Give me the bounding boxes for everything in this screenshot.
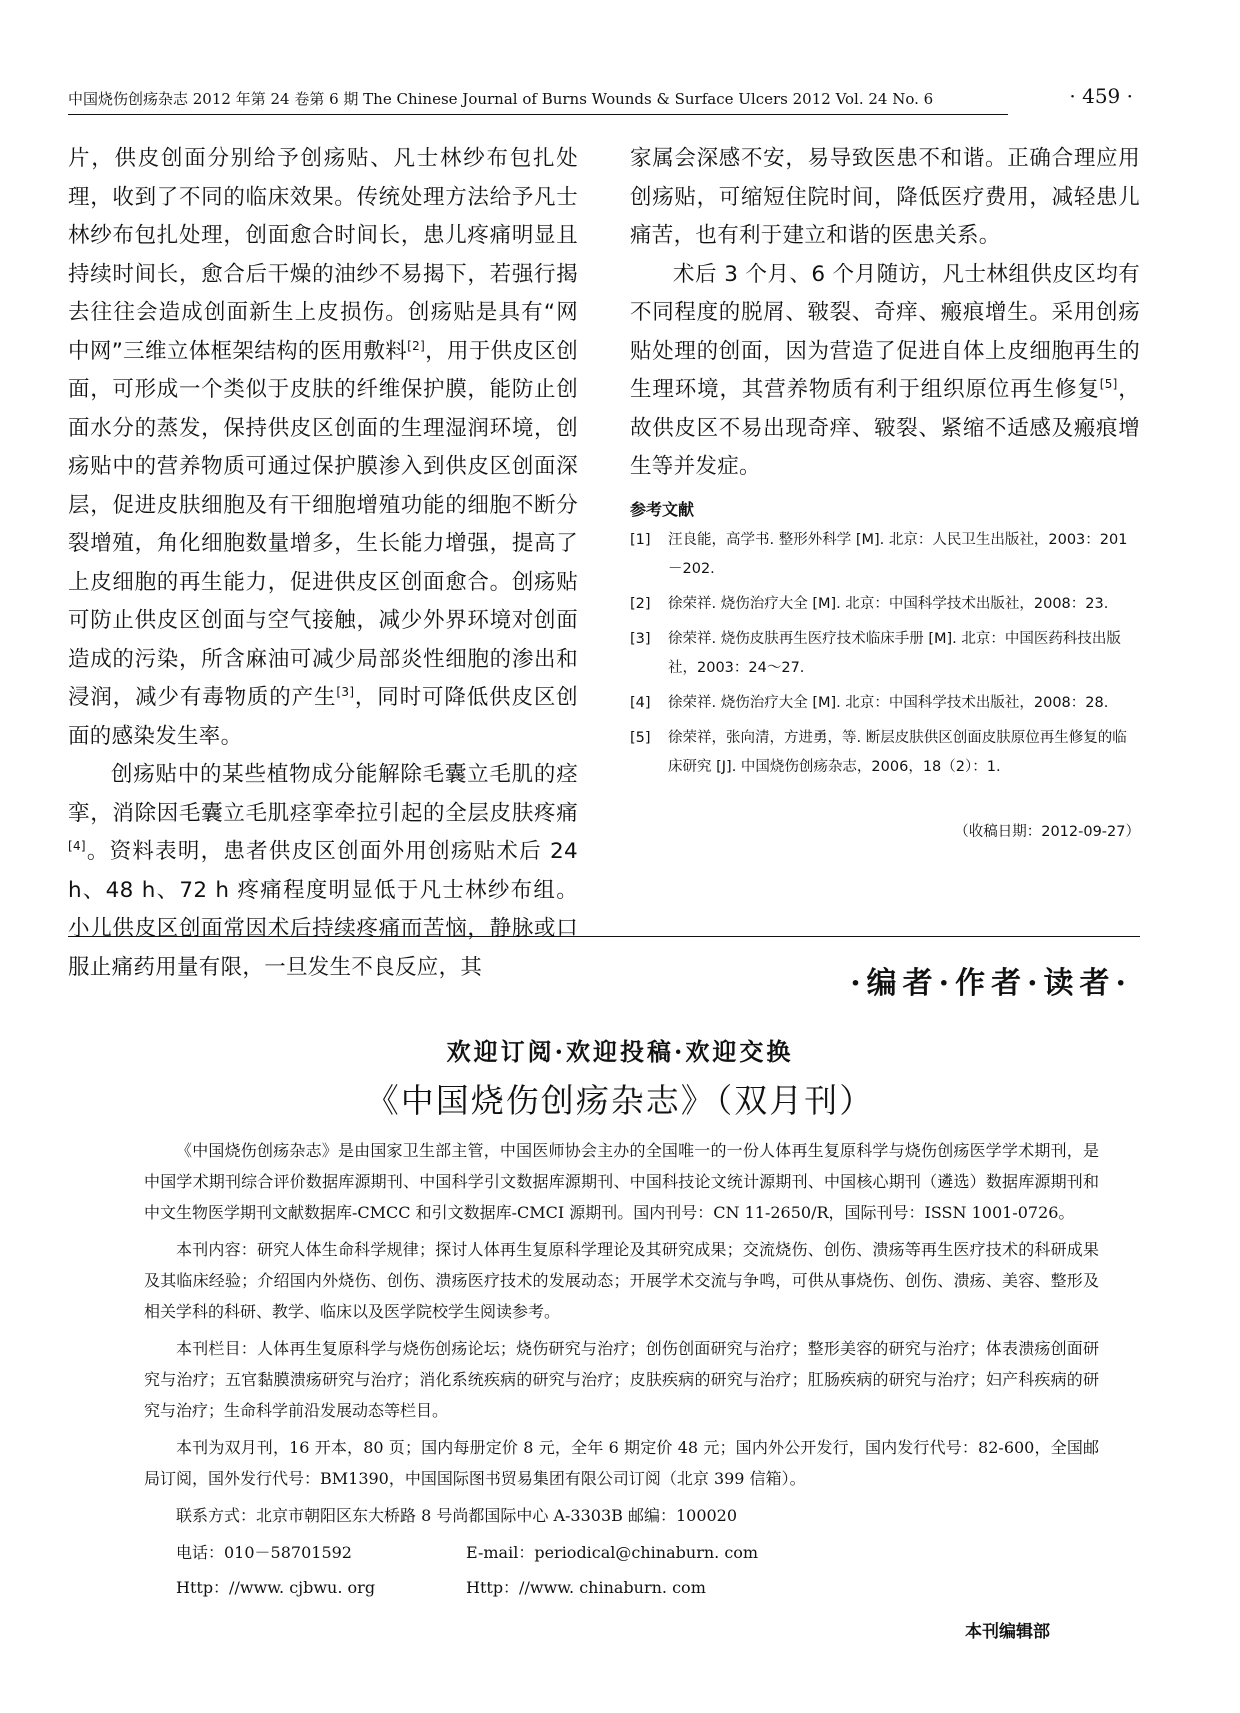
reference-item <box>630 526 1140 584</box>
reference-list <box>630 526 1140 782</box>
text-run: ，同时可降低供皮区创面的感染发生率。 <box>68 685 578 749</box>
reference-number: [4] <box>630 694 651 711</box>
reference-text: 徐荣祥. 烧伤皮肤再生医疗技术临床手册 [M]. 北京：中国医药科技出版社，2003：24～27. <box>668 630 1121 676</box>
contact-row-web <box>176 1572 1099 1603</box>
text-run: 创疡贴中的某些植物成分能解除毛囊立毛肌的痉挛，消除因毛囊立毛肌痉挛牵拉引起的全层皮肤疼痛 <box>68 762 578 826</box>
reference-number: [5] <box>630 729 651 746</box>
welcome-banner: 欢迎订阅·欢迎投稿·欢迎交换 <box>446 1037 794 1066</box>
contact-row-phone-email <box>176 1537 1099 1568</box>
right-paragraph-2 <box>630 256 1140 487</box>
contact-website-2[interactable]: Http：//www. chinaburn. com <box>466 1578 706 1597</box>
header-rule <box>68 114 1008 115</box>
running-title: 中国烧伤创疡杂志 2012 年第 24 卷第 6 期 The Chinese Journal of Burns Wounds & Surface Ulcers 2012 Vol. 24 No. 6 <box>68 90 934 108</box>
text-run: 片，供皮创面分别给予创疡贴、凡士林纱布包扎处理，收到了不同的临床效果。传统处理方法给予凡士林纱布包扎处理，创面愈合时间长，患儿疼痛明显且持续时间长，愈合后干燥的油纱不易揭下，若强行揭去往往会造成创面新生上皮损伤。创疡贴是具有“网中网”三维立体框架结构的医用敷料 <box>68 146 578 364</box>
right-paragraph-1: 家属会深感不安，易导致医患不和谐。正确合理应用创疡贴，可缩短住院时间，降低医疗费用，减轻患儿痛苦，也有利于建立和谐的医患关系。 <box>630 146 1140 248</box>
left-column <box>68 140 578 987</box>
text-run: ，用于供皮区创面，可形成一个类似于皮肤的纤维保护膜，能防止创面水分的蒸发，保持供皮区创面的生理湿润环境，创疡贴中的营养物质可通过保护膜渗入到供皮区创面深层，促进皮肤细胞及有干细胞增殖功能的细胞不断分裂增殖，角化细胞数量增多，生长能力增强，提高了上皮细胞的再生能力，促进供皮区创面愈合。创疡贴可防止供皮区创面与空气接触，减少外界环境对创面造成的污染，所含麻油可减少局部炎性细胞的渗出和浸润，减少有毒物质的产生 <box>68 338 578 710</box>
editorial-signature: 本刊编辑部 <box>965 1622 1050 1642</box>
left-paragraph-1 <box>68 140 578 756</box>
contact-website-1[interactable]: Http：//www. cjbwu. org <box>176 1578 376 1597</box>
page-number: · 459 · <box>1069 84 1133 108</box>
citation[interactable]: [5] <box>1099 376 1118 391</box>
reference-text: 徐荣祥，张向清，方进勇，等. 断层皮肤供区创面皮肤原位再生修复的临床研究 [J]. 中国烧伤创疡杂志，2006，18（2）：1. <box>668 729 1127 775</box>
section-label: ·编者·作者·读者· <box>850 966 1132 1001</box>
contact-phone: 电话：010－58701592 <box>176 1543 352 1562</box>
journal-notice <box>144 1135 1099 1603</box>
reference-text: 徐荣祥. 烧伤治疗大全 [M]. 北京：中国科学技术出版社，2008：28. <box>668 694 1109 711</box>
citation[interactable]: [2] <box>407 338 426 353</box>
reference-text: 徐荣祥. 烧伤治疗大全 [M]. 北京：中国科学技术出版社，2008：23. <box>668 595 1109 612</box>
left-paragraph-2 <box>68 756 578 987</box>
notice-paragraph-columns: 本刊栏目：人体再生复原科学与烧伤创疡论坛；烧伤研究与治疗；创伤创面研究与治疗；整形美容的研究与治疗；体表溃疡创面研究与治疗；五官黏膜溃疡研究与治疗；消化系统疾病的研究与治疗；皮肤疾病的研究与治疗；肛肠疾病的研究与治疗；妇产科疾病的研究与治疗；生命科学前沿发展动态等栏目。 <box>144 1339 1099 1420</box>
reference-text: 汪良能，高学书. 整形外科学 [M]. 北京：人民卫生出版社，2003：201－202. <box>668 531 1128 577</box>
text-run: ，故供皮区不易出现奇痒、皲裂、紧缩不适感及瘢痕增生等并发症。 <box>630 377 1140 479</box>
reference-number: [1] <box>630 531 651 548</box>
journal-title: 《中国烧伤创疡杂志》（双月刊） <box>365 1081 875 1120</box>
reference-item <box>630 689 1140 718</box>
reference-number: [3] <box>630 630 651 647</box>
notice-paragraph-content: 本刊内容：研究人体生命科学规律；探讨人体再生复原科学理论及其研究成果；交流烧伤、创伤、溃疡等再生医疗技术的科研成果及其临床经验；介绍国内外烧伤、创伤、溃疡医疗技术的发展动态；开展学术交流与争鸣，可供从事烧伤、创伤、溃疡、美容、整形及相关学科的科研、教学、临床以及医学院校学生阅读参考。 <box>144 1240 1099 1321</box>
notice-paragraph-intro: 《中国烧伤创疡杂志》是由国家卫生部主管，中国医师协会主办的全国唯一的一份人体再生复原科学与烧伤创疡医学学术期刊，是中国学术期刊综合评价数据库源期刊、中国科学引文数据库源期刊、中国科技论文统计源期刊、中国核心期刊（遴选）数据库源期刊和中文生物医学期刊文献数据库-CMCC 和引文数据库-CMCI 源期刊。国内刊号：CN 11-2650/R，国际刊号：ISSN 1001-0726。 <box>144 1141 1099 1222</box>
contact-email[interactable]: E-mail：periodical@chinaburn. com <box>466 1543 759 1562</box>
reference-number: [2] <box>630 595 651 612</box>
text-run: 术后 3 个月、6 个月随访，凡士林组供皮区均有不同程度的脱屑、皲裂、奇痒、瘢痕增生。采用创疡贴处理的创面，因为营造了促进自体上皮细胞再生的生理环境，其营养物质有利于组织原位再生修复 <box>630 261 1140 402</box>
section-divider <box>68 936 1140 937</box>
reference-item <box>630 625 1140 683</box>
text-run: 。资料表明，患者供皮区创面外用创疡贴术后 24 h、48 h、72 h 疼痛程度明显低于凡士林纱布组。小儿供皮区创面常因术后持续疼痛而苦恼，静脉或口服止痛药用量有限，一旦发生不良反应，其 <box>68 839 578 980</box>
notice-paragraph-subscription: 本刊为双月刊，16 开本，80 页；国内每册定价 8 元，全年 6 期定价 48 元；国内外公开发行，国内发行代号：82-600，全国邮局订阅，国外发行代号：BM1390，中国国际图书贸易集团有限公司订阅（北京 399 信箱）。 <box>144 1438 1099 1488</box>
received-date: （收稿日期：2012-09-27） <box>954 823 1140 840</box>
citation[interactable]: [3] <box>336 684 355 699</box>
reference-item <box>630 724 1140 782</box>
running-header <box>68 84 1133 118</box>
right-column <box>630 140 1140 841</box>
references-heading: 参考文献 <box>630 499 695 519</box>
reference-item <box>630 590 1140 619</box>
contact-address: 联系方式：北京市朝阳区东大桥路 8 号尚都国际中心 A-3303B 邮编：100020 <box>176 1506 738 1525</box>
citation[interactable]: [4] <box>68 838 86 853</box>
